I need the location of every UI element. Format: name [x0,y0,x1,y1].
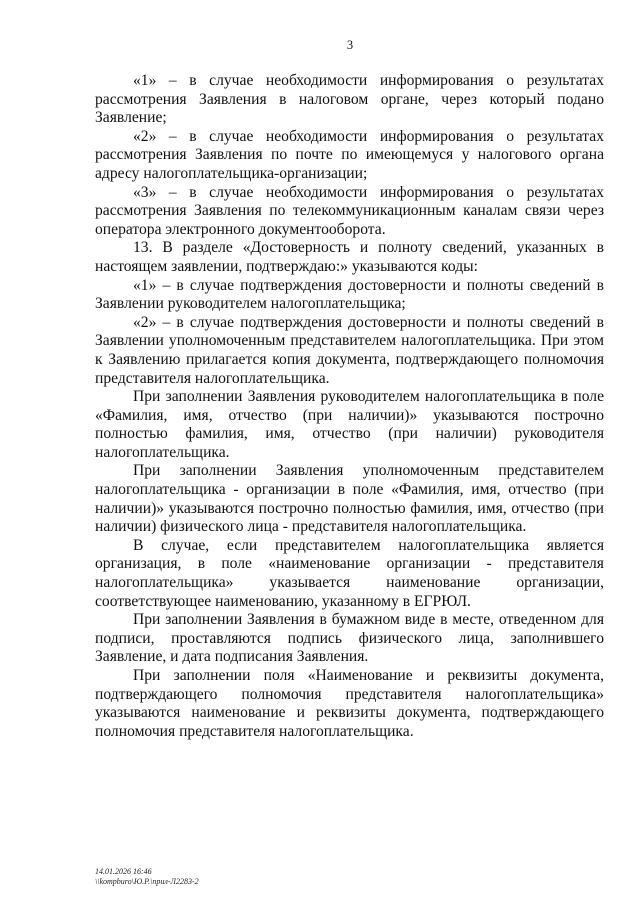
paragraph-authority-document: При заполнении поля «Наименование и реквизиты документа, подтверждающего полномочия представителя налогоплательщика» указываются наименование и реквизиты документа, подтверждающего полномочия представителя налогоплательщика. [95,667,604,740]
footer-file-path: \\kompburo\Ю.Р.\прил-Л2283-2 [95,876,199,886]
paragraph-representative-fullname: При заполнении Заявления уполномоченным представителем налогоплательщика - организации в поле «Фамилия, имя, отчество (при наличии)» указываются построчно полностью фамилия, имя, отчество (при наличии) физического лица - представителя налогоплательщика. [95,462,604,536]
paragraph-paper-signature: При заполнении Заявления в бумажном виде в месте, отведенном для подписи, проставляются подпись физического лица, заполнившего Заявление, и дата подписания Заявления. [95,611,604,666]
paragraph-code-2-post: «2» – в случае необходимости информирования о результатах рассмотрения Заявления по почте по имеющемуся у налогового органа адресу налогоплательщика-организации; [95,127,604,182]
page-number: 3 [346,38,354,52]
footer-timestamp: 14.01.2026 16:46 [95,867,152,876]
document-body [95,72,604,741]
paragraph-code-3-telecom: «3» – в случае необходимости информирования о результатах рассмотрения Заявления по телекоммуникационным каналам связи через оператора электронного документооборота. [95,183,604,238]
paragraph-head-fullname: При заполнении Заявления руководителем налогоплательщика в поле «Фамилия, имя, отчество (при наличии)» указываются построчно полностью фамилия, имя, отчество (при наличии) руководителя налогоплательщика. [95,388,604,461]
paragraph-code-1-tax-office: «1» – в случае необходимости информирования о результатах рассмотрения Заявления в налоговом органе, через который подано Заявление; [95,72,604,127]
paragraph-section-13: 13. В разделе «Достоверность и полноту сведений, указанных в настоящем заявлении, подтверждаю:» указываются коды: [95,239,604,275]
paragraph-confirm-code-1: «1» – в случае подтверждения достоверности и полноты сведений в Заявлении руководителем налогоплательщика; [95,276,604,313]
paragraph-confirm-code-2: «2» – в случае подтверждения достоверности и полноты сведений в Заявлении уполномоченным представителем налогоплательщика. При этом к Заявлению прилагается копия документа, подтверждающего полномочия представителя налогоплательщика. [95,313,604,387]
print-footer [95,867,199,886]
paragraph-representative-organization: В случае, если представителем налогоплательщика является организация, в поле «наименование организации - представителя налогоплательщика» указывается наименование организации, соответствующее наименованию, указанному в ЕГРЮЛ. [95,536,604,610]
